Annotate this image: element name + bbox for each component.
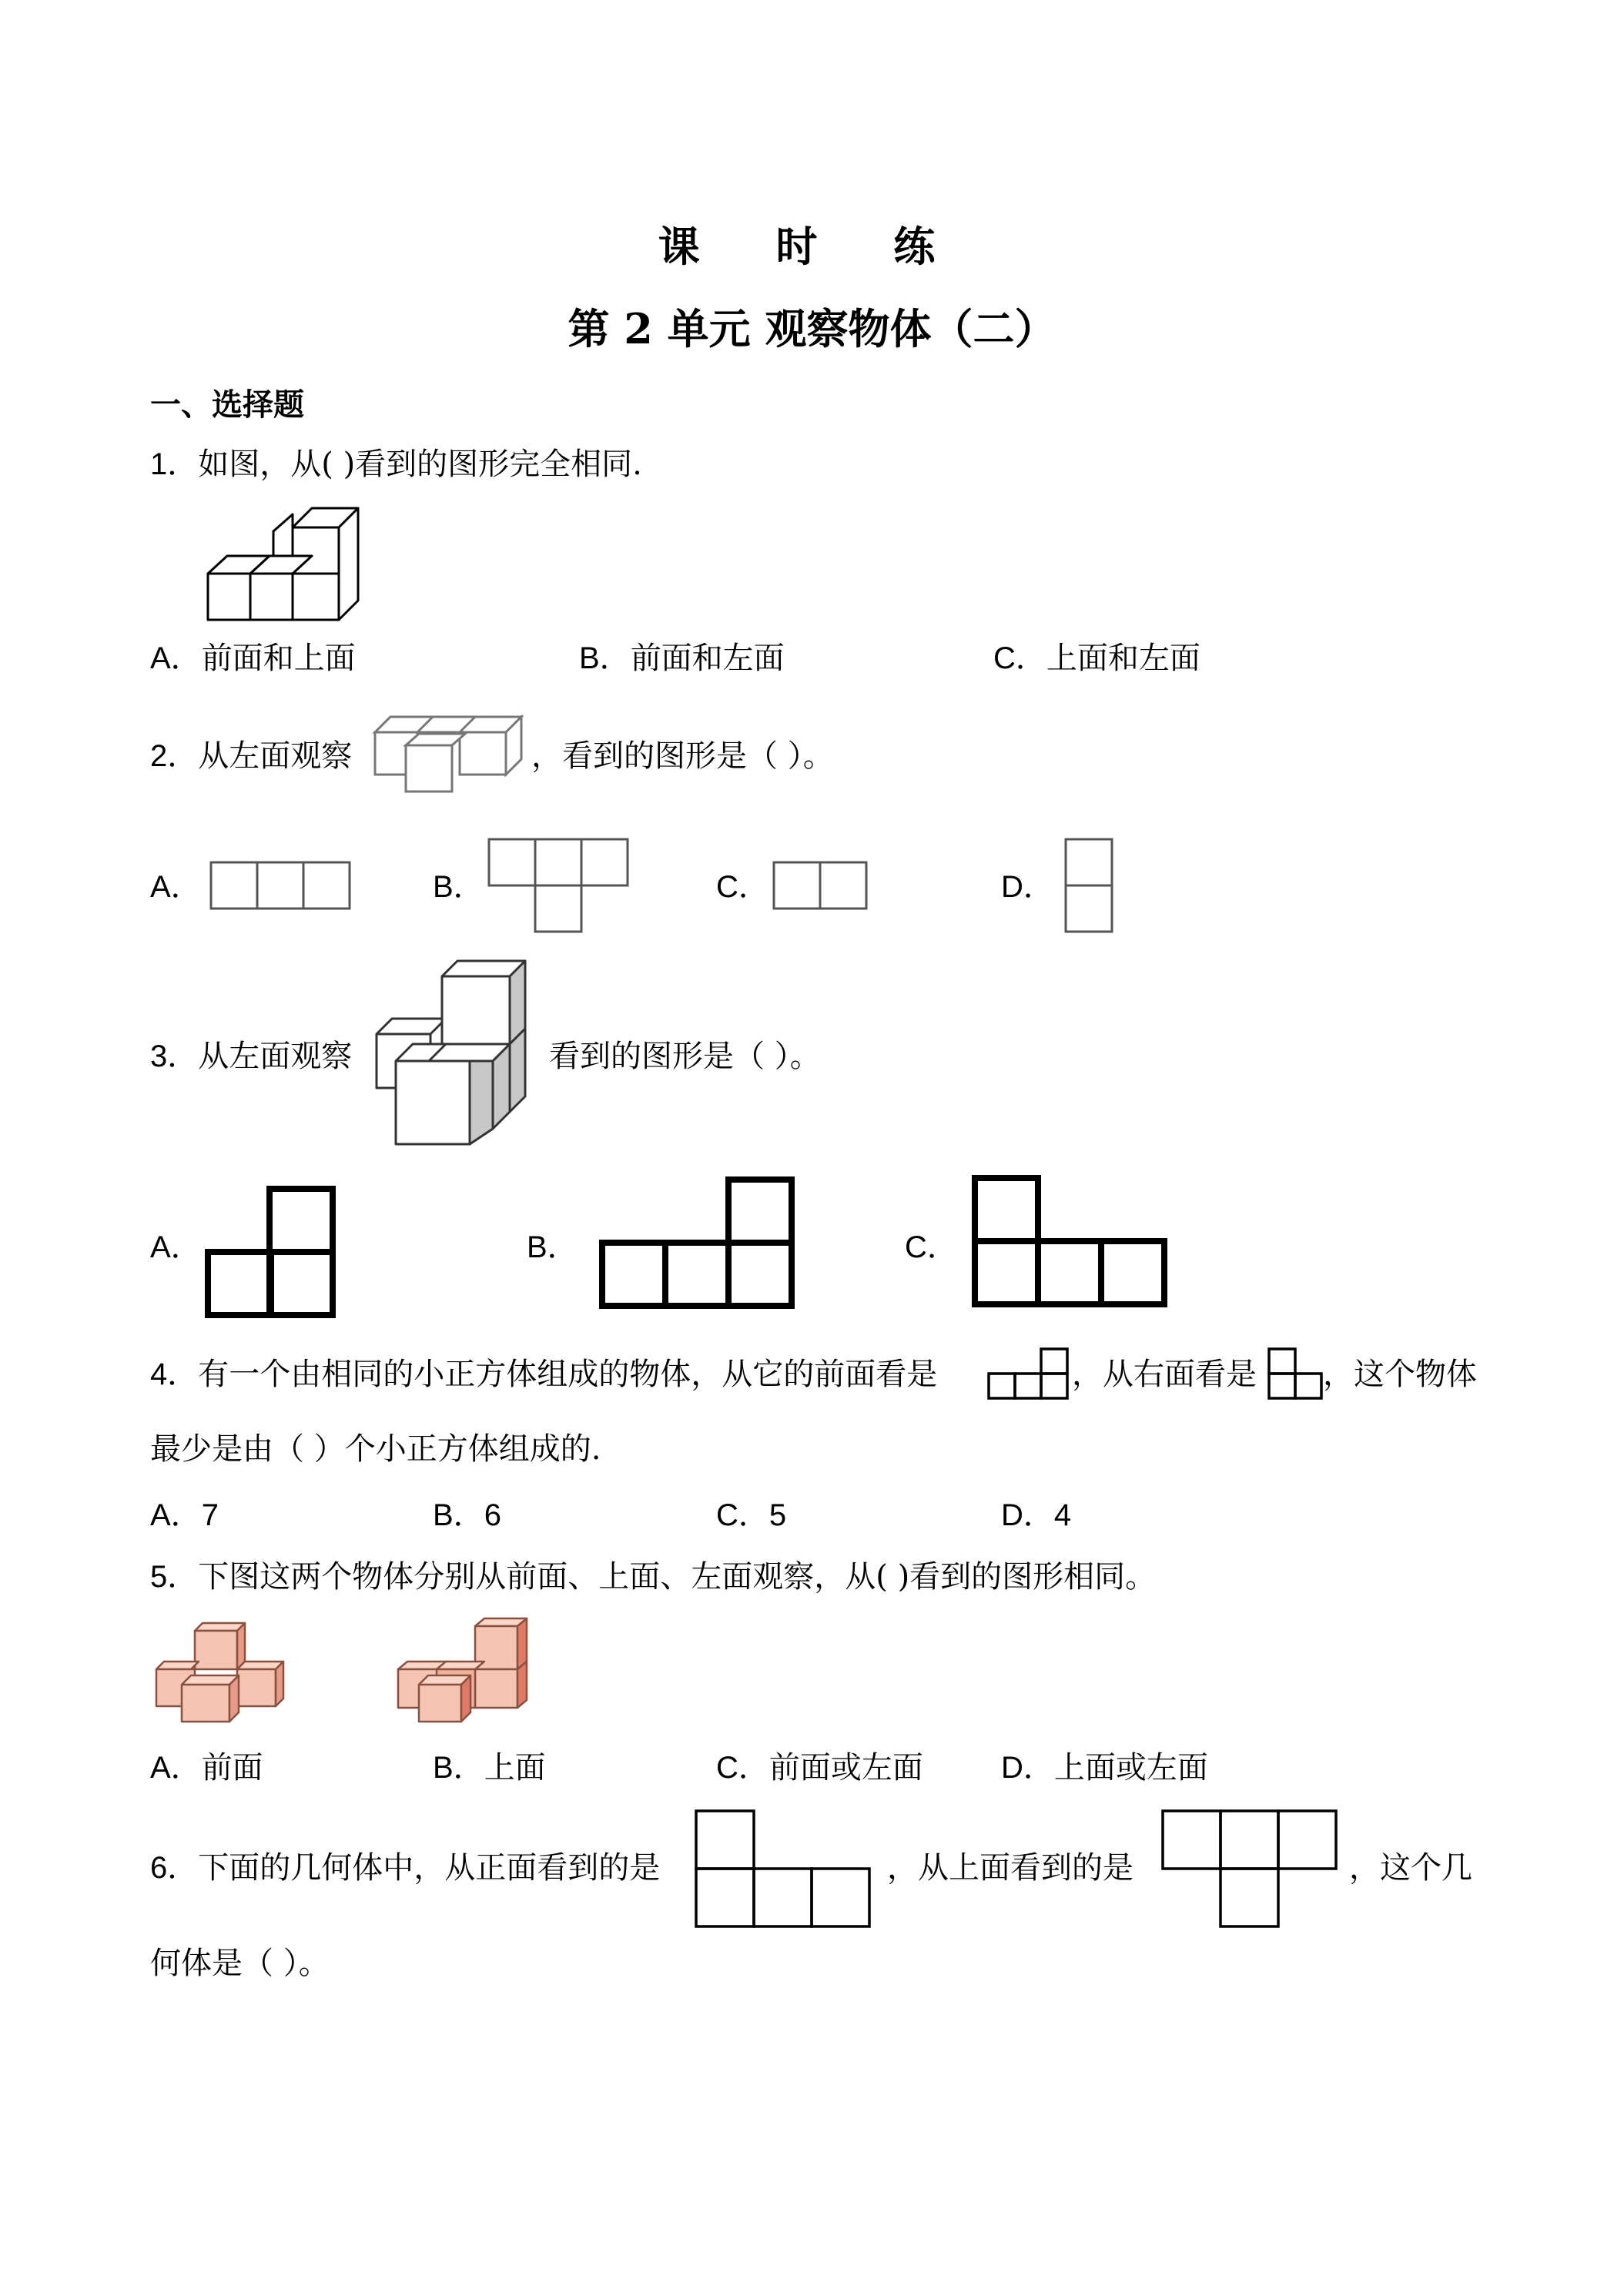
q2-option-c-figure <box>772 861 869 910</box>
q3-option-a-figure <box>205 1186 337 1318</box>
q4-text-c: ，这个物体 <box>1323 1357 1477 1392</box>
q2-option-a-figure <box>209 861 353 910</box>
q1-option-c[interactable]: C．上面和左面 <box>993 641 1200 676</box>
q6-text-b: ，从上面看到的是 <box>887 1850 1133 1886</box>
q3-option-b-figure <box>599 1176 796 1309</box>
q4-option-b[interactable]: B．6 <box>433 1498 501 1532</box>
section-heading: 一、选择题 <box>150 387 304 423</box>
question-1 <box>150 449 642 480</box>
question-6: 6．下面的几何体中，从正面看到的是 <box>150 1850 661 1886</box>
page-title: 课 时 练 <box>658 222 966 271</box>
q5-object-left-figure <box>152 1617 291 1725</box>
q6-front-view-figure <box>695 1809 873 1930</box>
q3-option-a[interactable]: A． <box>150 1230 202 1264</box>
question-text: 如图，从( )看到的图形完全相同. <box>198 447 642 482</box>
question-5: 5．下图这两个物体分别从前面、上面、左面观察，从( )看到的图形相同。 <box>150 1559 1157 1595</box>
q4-right-view-figure <box>1267 1346 1323 1400</box>
q2-option-b[interactable]: B． <box>433 870 484 904</box>
q3-text-after: 看到的图形是（ ）。 <box>549 1039 821 1074</box>
q1-option-b[interactable]: B．前面和左面 <box>579 641 785 676</box>
q3-option-c[interactable]: C． <box>905 1230 958 1264</box>
q3-option-b[interactable]: B． <box>527 1230 578 1264</box>
question-4: 4．有一个由相同的小正方体组成的物体，从它的前面看是 <box>150 1357 938 1392</box>
q2-option-b-figure <box>487 838 631 933</box>
q3-option-c-figure <box>972 1175 1169 1307</box>
q5-option-c[interactable]: C．前面或左面 <box>716 1750 923 1786</box>
q2-option-d-figure <box>1064 838 1113 933</box>
q1-option-a[interactable]: A．前面和上面 <box>150 641 356 676</box>
q2-text-after: ，看到的图形是（ ）。 <box>531 738 834 774</box>
q4-text-line2: 最少是由（ ）个小正方体组成的. <box>150 1431 601 1467</box>
q2-option-c[interactable]: C． <box>716 870 769 904</box>
q2-option-a[interactable]: A． <box>150 870 202 904</box>
q4-option-d[interactable]: D．4 <box>1001 1498 1072 1532</box>
q3-cube-figure <box>373 953 531 1150</box>
q5-option-b[interactable]: B．上面 <box>433 1750 546 1786</box>
q1-cube-figure <box>204 500 381 624</box>
q5-option-d[interactable]: D．上面或左面 <box>1001 1750 1208 1786</box>
q4-option-a[interactable]: A．7 <box>150 1498 219 1532</box>
q4-front-view-figure <box>987 1346 1069 1400</box>
q2-cube-figure <box>371 713 529 794</box>
q6-text-c: ，这个几 <box>1349 1850 1472 1886</box>
q6-top-view-figure <box>1161 1809 1340 1930</box>
q5-object-right-figure <box>394 1617 533 1725</box>
question-3: 3．从左面观察 <box>150 1039 353 1074</box>
question-number: 1． <box>150 447 199 481</box>
q2-option-d[interactable]: D． <box>1001 870 1054 904</box>
unit-subtitle: 第 2 单元 观察物体（二） <box>568 304 1056 353</box>
q6-text-line2: 何体是（ ）。 <box>150 1946 330 1981</box>
q4-text-b: ，从右面看是 <box>1072 1357 1257 1392</box>
q5-option-a[interactable]: A．前面 <box>150 1750 263 1786</box>
q4-option-c[interactable]: C．5 <box>716 1498 787 1532</box>
question-2: 2．从左面观察 <box>150 738 353 774</box>
